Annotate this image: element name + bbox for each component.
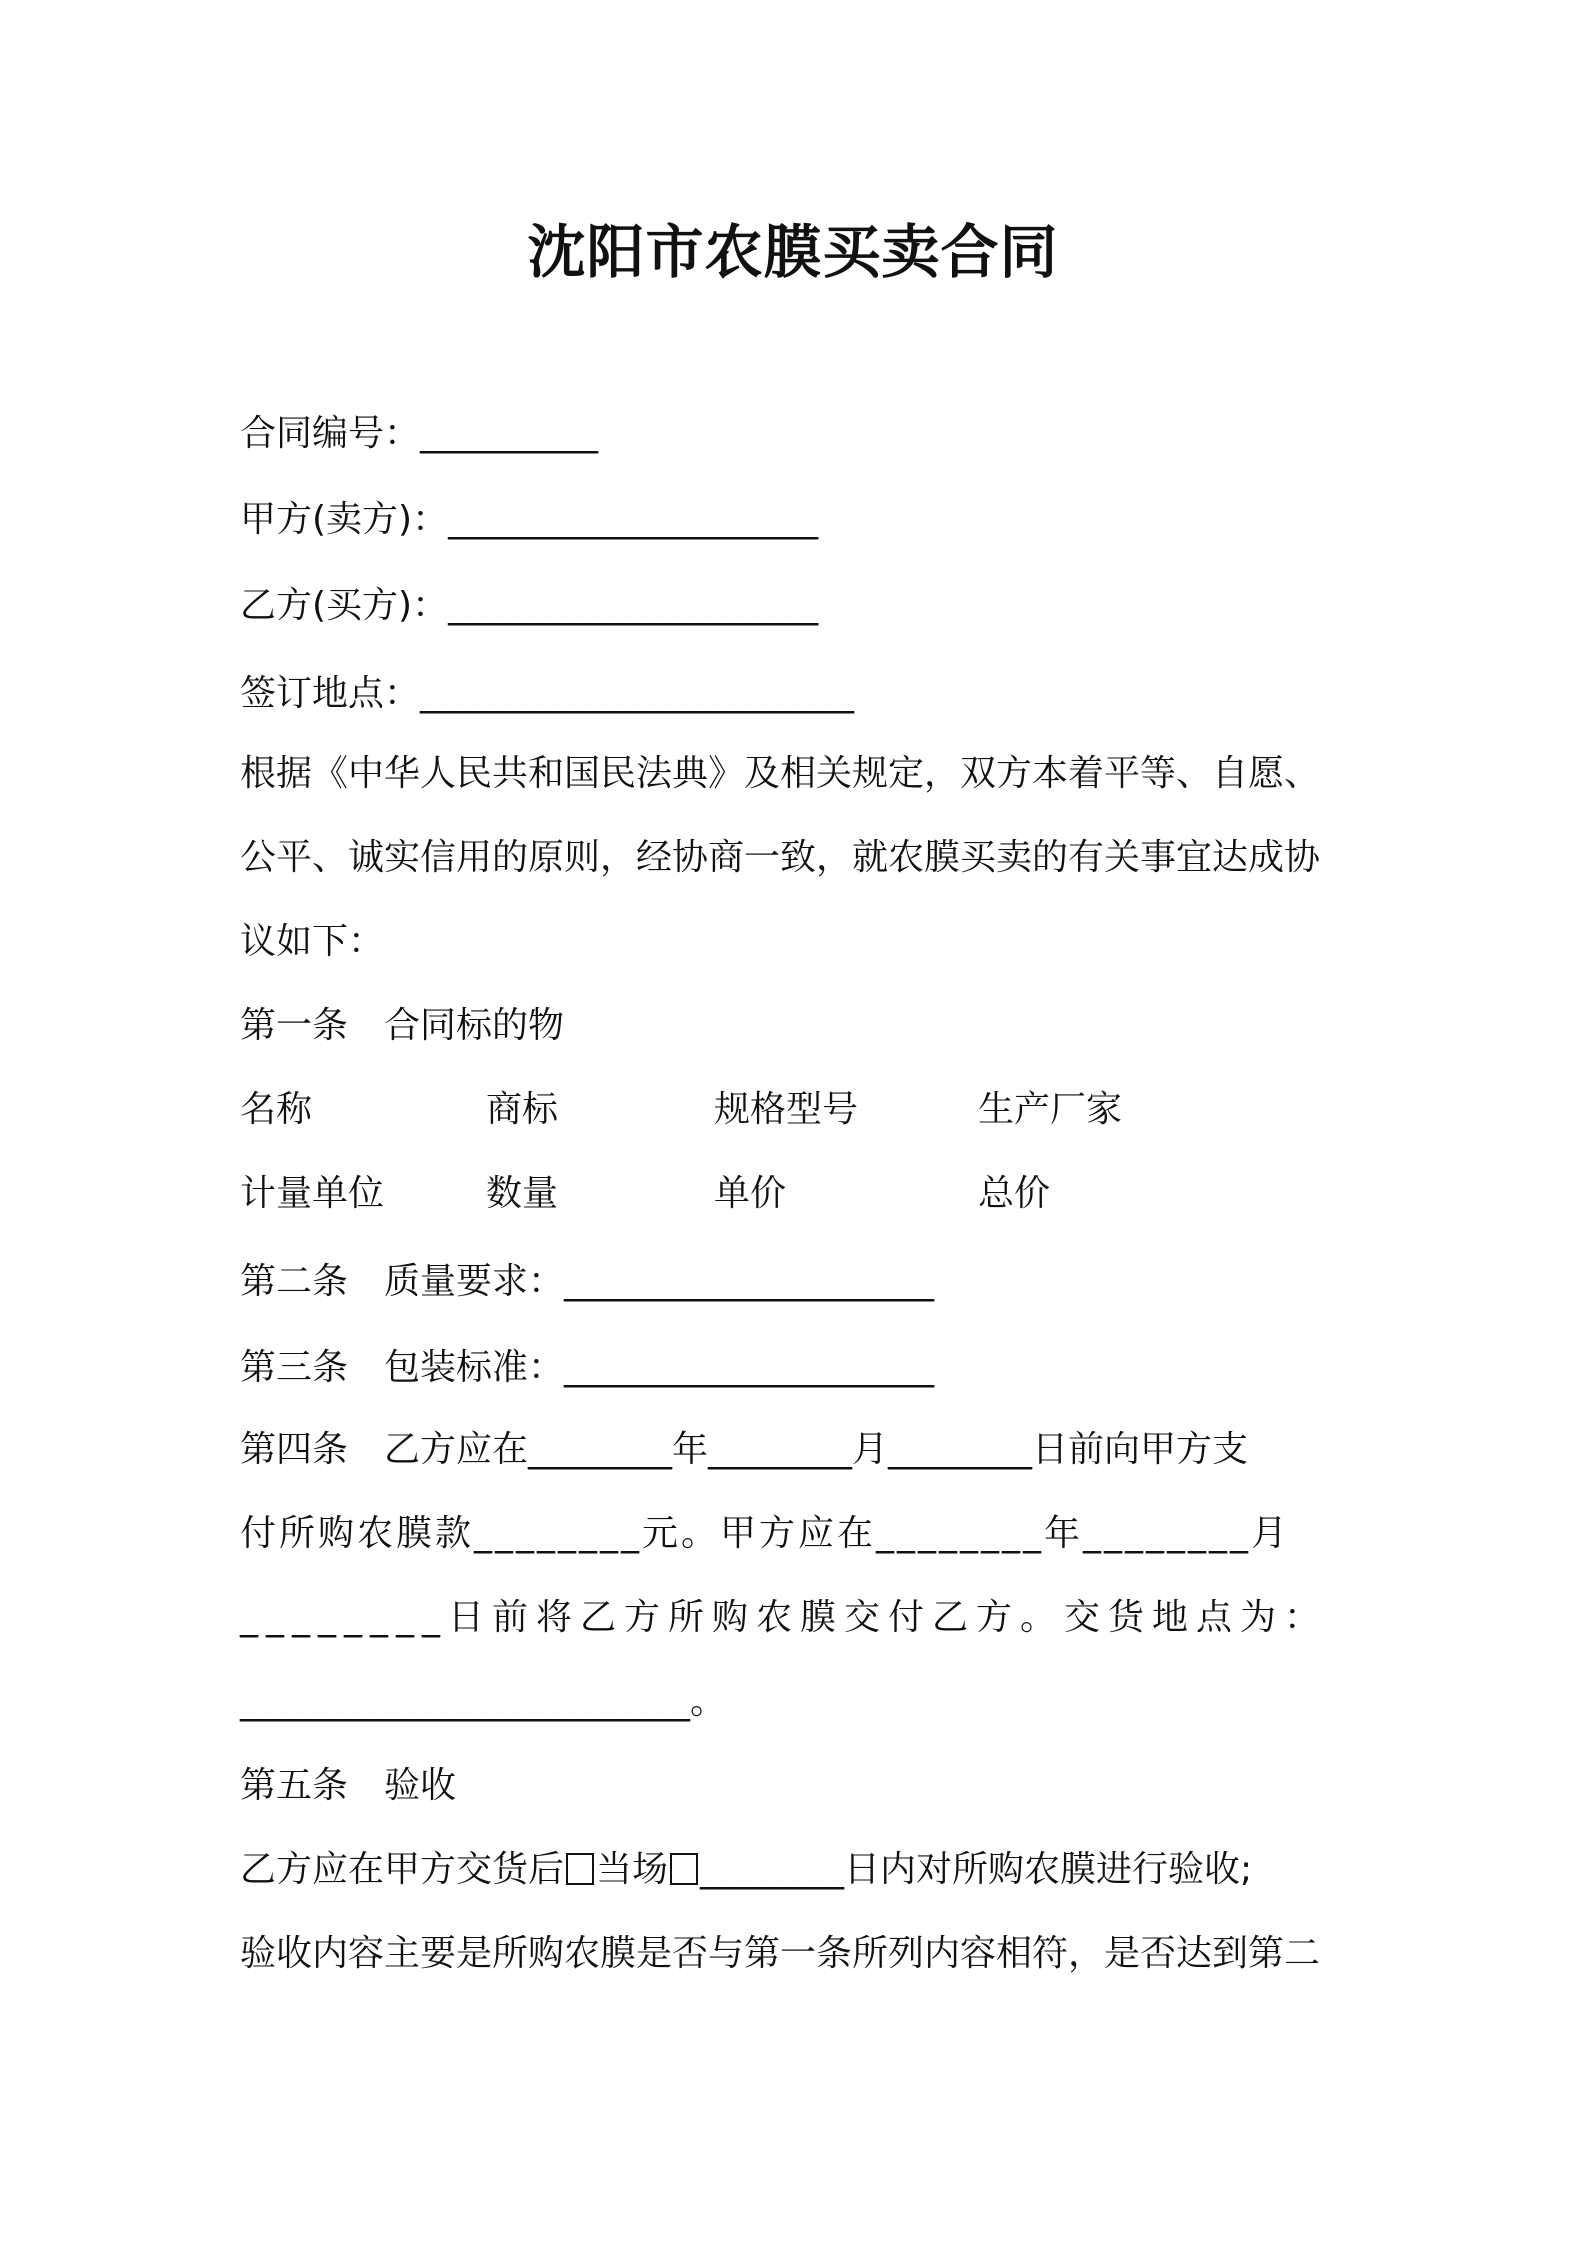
contract-number-blank: ___________ <box>420 413 597 454</box>
article-4-line-3: ________日前将乙方所购农膜交付乙方。交货地点为： <box>240 1597 1329 1638</box>
article-2-title: 质量要求： <box>384 1261 565 1302</box>
article-4-line-2: 付所购农膜款________元。甲方应在________年________月 <box>240 1513 1291 1554</box>
table-cell: 名称 <box>240 1089 313 1130</box>
signing-place-label: 签订地点： <box>240 673 421 714</box>
party-a-label: 甲方(卖方)： <box>240 499 449 540</box>
signing-place-line <box>240 670 1360 718</box>
article-2-number: 第二条 <box>240 1261 349 1302</box>
article-5-text-c: ________日内对所购农膜进行验收; <box>700 1849 1253 1890</box>
article-5-text-b: 当场 <box>596 1849 669 1890</box>
article-4-line-1: 第四条 乙方应在________年________月________日前向甲方支 <box>240 1429 1249 1470</box>
article-5-number: 第五条 <box>240 1765 349 1806</box>
article-5-title: 验收 <box>384 1765 457 1806</box>
article-2-blank: _______________________ <box>564 1261 933 1302</box>
table-cell: 生产厂家 <box>978 1089 1123 1130</box>
article-5-text-a: 乙方应在甲方交货后 <box>240 1849 565 1890</box>
article-3-blank: _______________________ <box>564 1347 933 1388</box>
article-5-line-2: 验收内容主要是所购农膜是否与第一条所列内容相符，是否达到第二 <box>240 1933 1321 1974</box>
preamble-line-1: 根据《中华人民共和国民法典》及相关规定，双方本着平等、自愿、 <box>240 753 1321 794</box>
table-cell: 单价 <box>714 1173 787 1214</box>
article-3-title: 包装标准： <box>384 1347 565 1388</box>
preamble-line-2: 公平、诚实信用的原则，经协商一致，就农膜买卖的有关事宜达成协 <box>240 837 1321 878</box>
article-3-number: 第三条 <box>240 1347 349 1388</box>
checkbox[interactable] <box>566 1853 594 1885</box>
article-3-line <box>240 1344 1360 1392</box>
table-cell: 商标 <box>486 1089 559 1130</box>
article-1-title: 合同标的物 <box>384 1005 565 1046</box>
article-5-line-1 <box>240 1846 1360 1894</box>
party-b-line <box>240 582 1360 630</box>
table-cell: 计量单位 <box>240 1173 385 1214</box>
party-a-line <box>240 496 1360 544</box>
page-title: 沈阳市农膜买卖合同 <box>527 218 1059 286</box>
article-2-line <box>240 1258 1360 1306</box>
table-cell: 数量 <box>486 1173 559 1214</box>
article-4-line-4: _________________________。 <box>240 1681 726 1722</box>
signing-place-blank: ___________________________ <box>420 673 853 714</box>
preamble-line-3: 议如下： <box>240 921 385 962</box>
table-cell: 总价 <box>978 1173 1051 1214</box>
party-b-label: 乙方(买方)： <box>240 585 449 626</box>
article-5-heading <box>240 1762 1360 1810</box>
contract-number-label: 合同编号： <box>240 413 421 454</box>
article-1-number: 第一条 <box>240 1005 349 1046</box>
table-cell: 规格型号 <box>714 1089 859 1130</box>
article-1-heading <box>240 1002 1360 1050</box>
party-b-blank: _______________________ <box>448 585 817 626</box>
party-a-blank: _______________________ <box>448 499 817 540</box>
contract-number-line <box>240 410 1360 458</box>
checkbox[interactable] <box>670 1853 698 1885</box>
